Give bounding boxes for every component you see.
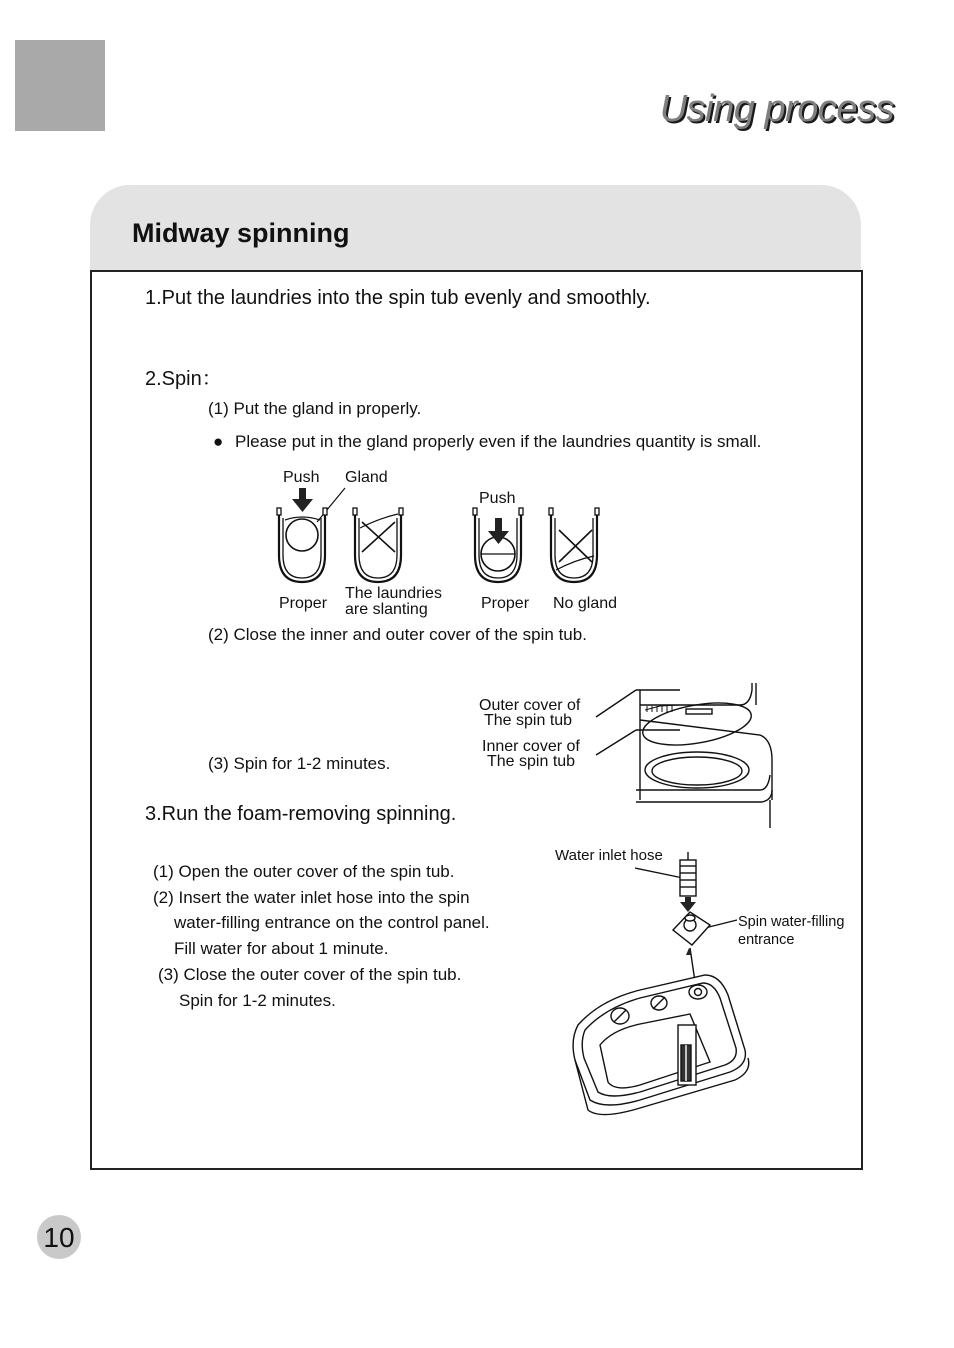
label-proper-1: Proper [279,595,328,612]
step-3-3-line1: (3) Close the outer cover of the spin tub. [158,965,462,984]
label-gland: Gland [345,469,388,486]
section-title: Midway spinning [132,218,350,248]
step-2-3-text: (3) Spin for 1-2 minutes. [208,754,391,773]
label-proper-2: Proper [481,595,530,612]
step-3-1-text: (1) Open the outer cover of the spin tub. [153,862,455,881]
label-inner-cover-line1: Inner cover of [482,738,580,755]
label-entrance-line2: entrance [738,932,795,948]
step-3-2-line3: Fill water for about 1 minute. [174,939,389,958]
label-slanting-line2: are slanting [345,601,428,618]
label-slanting-line1: The laundries [345,585,442,602]
step-1-text: 1.Put the laundries into the spin tub evenly and smoothly. [145,287,651,309]
bullet-icon: ● [213,432,224,451]
step-2-note-text: Please put in the gland properly even if the laundries quantity is small. [235,432,762,451]
step-3-heading: 3.Run the foam-removing spinning. [145,803,457,825]
step-2-1-text: (1) Put the gland in properly. [208,399,422,418]
label-entrance-line1: Spin water-filling [738,914,845,930]
label-inner-cover-line2: The spin tub [487,753,576,770]
label-no-gland: No gland [553,595,618,612]
step-3-3-line2: Spin for 1-2 minutes. [179,991,336,1010]
step-2-2-text: (2) Close the inner and outer cover of the spin tub. [208,625,587,644]
label-push-2: Push [479,490,516,507]
label-outer-cover-line1: Outer cover of [479,697,581,714]
page-title: Using process [659,88,894,130]
step-3-2-line2: water-filling entrance on the control panel. [174,913,490,932]
label-push-1: Push [283,469,320,486]
insert-arrow-icon [680,897,696,912]
label-outer-cover-line2: The spin tub [484,712,573,729]
step-3-2-line1: (2) Insert the water inlet hose into the spin [153,888,470,907]
page-number-badge: 10 [37,1215,81,1259]
label-water-inlet-hose: Water inlet hose [555,847,663,864]
step-2-heading: 2.Spin： [145,368,222,390]
